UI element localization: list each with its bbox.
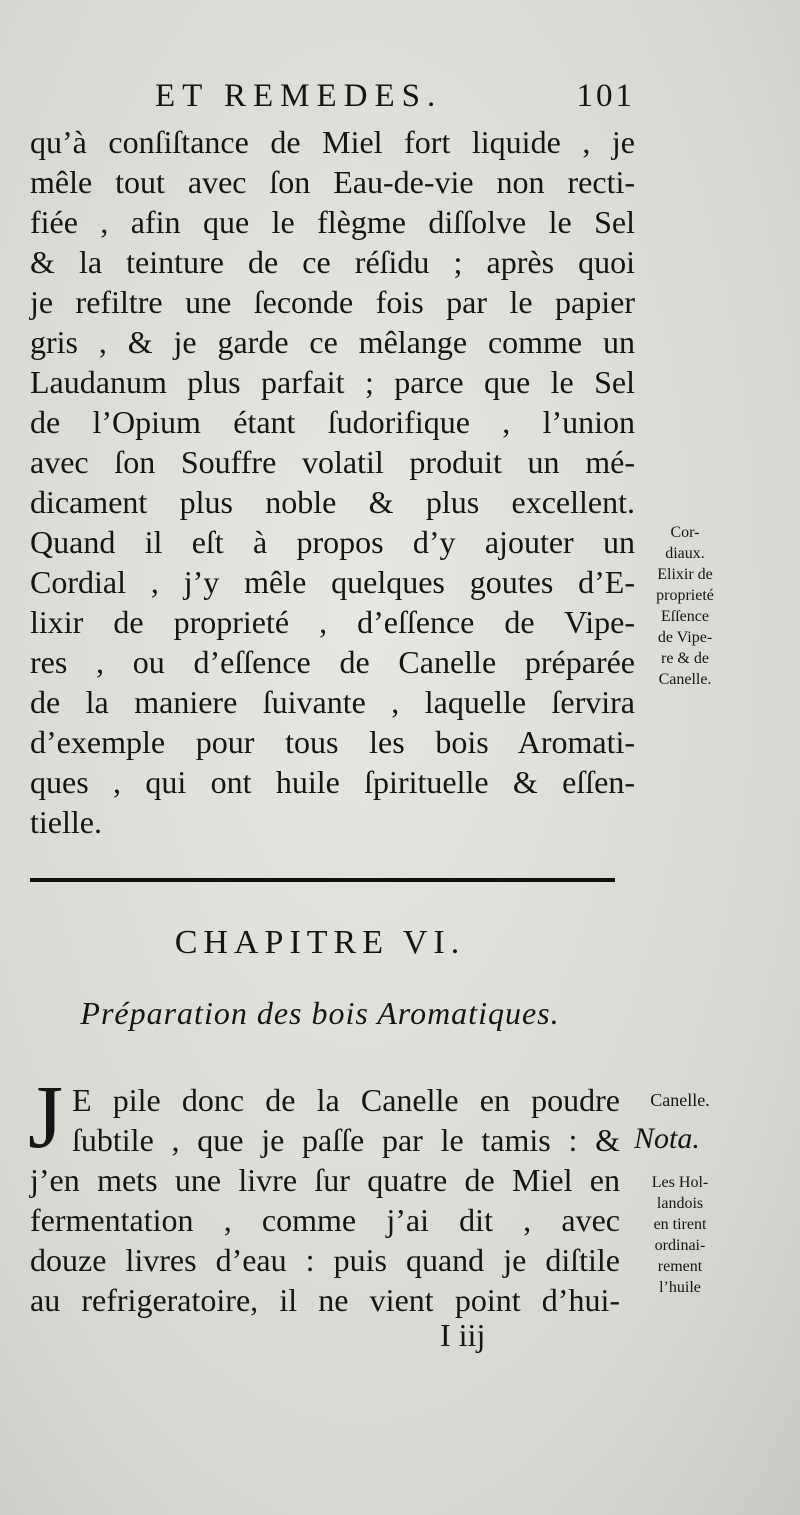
margin-note: Les Hol- landois en tirent ordinai- rement l’huile [651,1174,709,1296]
text-line: Quand il eſt à propos d’y ajouter un [30,524,635,560]
text-line: je refiltre une ſeconde fois par le papier [30,284,635,320]
running-title: ET REMEDES. [155,78,443,114]
page-number: 101 [576,78,635,114]
text-line: douze livres d’eau : puis quand je diſtile [30,1242,620,1278]
text-line: d’exemple pour tous les bois Aromati- [30,724,635,760]
chapter-heading: CHAPITRE VI. [174,924,466,961]
margin-note: Canelle. [650,1090,710,1110]
text-line: fiée , afin que le flègme diſſolve le Sel [30,204,635,240]
text-line: gris , & je garde ce mêlange comme un [30,324,635,360]
text-line: & la teinture de ce réſidu ; après quoi [30,244,635,280]
text-line: de la maniere ſuivante , laquelle ſervira [30,684,635,720]
text-line: au refrigeratoire, il ne vient point d’hui- [30,1282,620,1318]
text-line: mêle tout avec ſon Eau-de-vie non recti- [30,164,635,200]
text-line: res , ou d’eſſence de Canelle préparée [30,644,635,680]
text-line: E pile donc de la Canelle en poudre [72,1082,620,1118]
signature-mark: I iij [440,1317,486,1353]
margin-note: Cor- diaux. Elixir de proprieté Eſſence de Vipe- re & de Canelle. [656,524,714,688]
text-line: tielle. [30,804,102,840]
text-line: de l’Opium étant ſudorifique , l’union [30,404,635,440]
text-line: lixir de proprieté , d’eſſence de Vipe- [30,604,635,640]
running-header [155,78,635,118]
chapter-subtitle: Préparation des bois Aromatiques. [80,995,560,1031]
text-line: avec ſon Souffre volatil produit un mé- [30,444,635,480]
section-divider [30,878,615,882]
text-line: fermentation , comme j’ai dit , avec [30,1202,620,1238]
text-line: j’en mets une livre ſur quatre de Miel en [30,1162,620,1198]
text-line: qu’à conſiſtance de Miel fort liquide , je [30,124,635,160]
text-line: Cordial , j’y mêle quelques goutes d’E- [30,564,635,600]
text-line: Laudanum plus parfait ; parce que le Sel [30,364,635,400]
text-line: ſubtile , que je paſſe par le tamis : & [72,1122,620,1158]
drop-cap: J [28,1068,64,1167]
text-line: dicament plus noble & plus excellent. [30,484,635,520]
nota-label: Nota. [634,1122,700,1155]
text-line: ques , qui ont huile ſpirituelle & eſſen- [30,764,635,800]
